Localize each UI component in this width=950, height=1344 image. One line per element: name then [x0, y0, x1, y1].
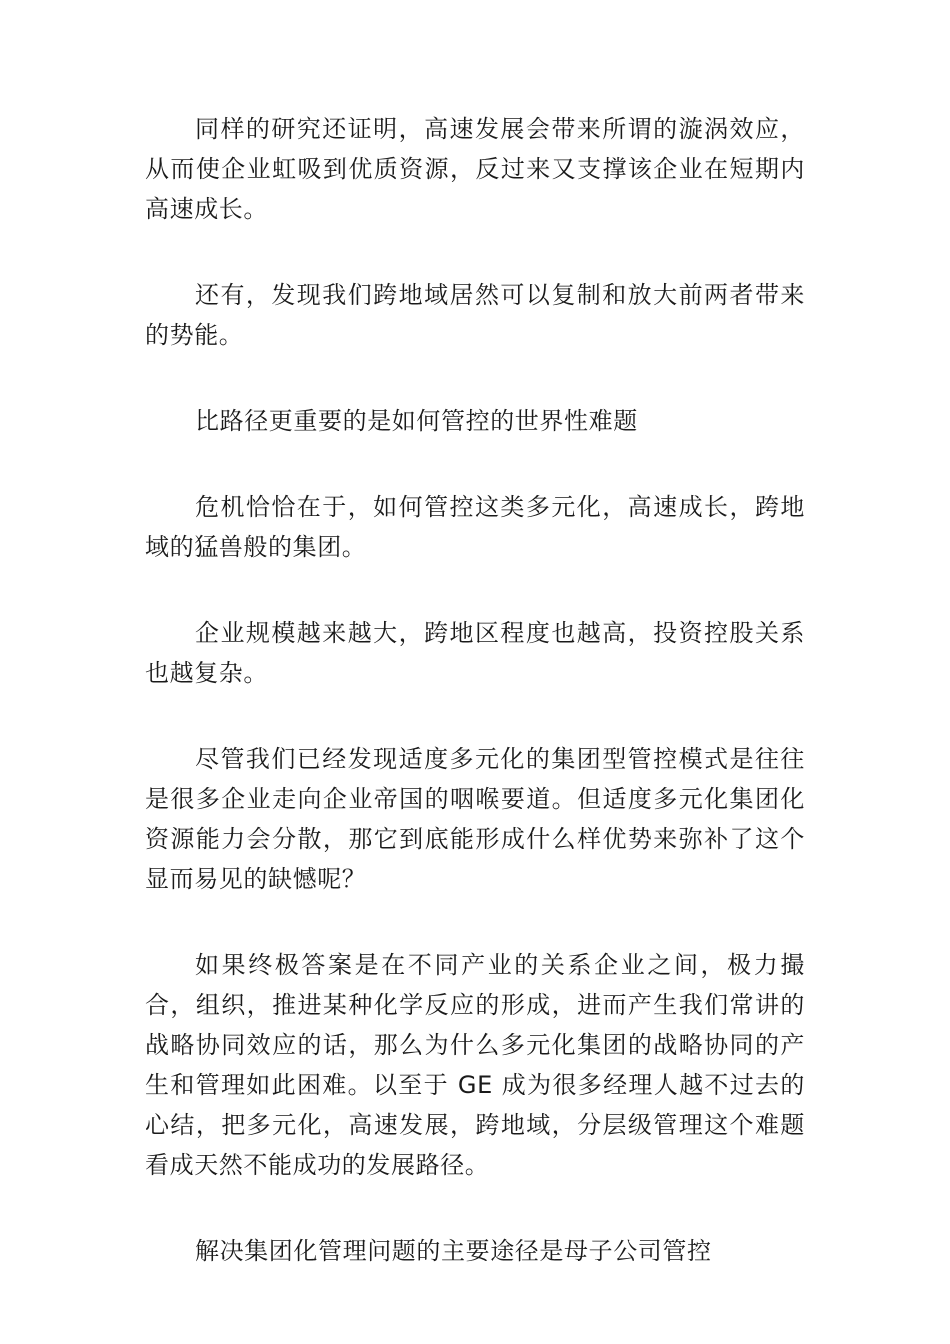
document-body: [145, 109, 805, 1317]
paragraph-crisis: 危机恰恰在于，如何管控这类多元化，高速成长，跨地域的猛兽般的集团。: [145, 493, 805, 561]
paragraph-parent-subsidiary: 解决集团化管理问题的主要途径是母子公司管控: [195, 1237, 712, 1265]
section-heading-control-problem: 比路径更重要的是如何管控的世界性难题: [195, 407, 638, 435]
paragraph-scale: 企业规模越来越大，跨地区程度也越高，投资控股关系也越复杂。: [145, 619, 805, 687]
paragraph-cross-region: 还有，发现我们跨地域居然可以复制和放大前两者带来的势能。: [145, 281, 805, 349]
paragraph-strategic-synergy: 如果终极答案是在不同产业的关系企业之间，极力撮合，组织，推进某种化学反应的形成，进而产生我们常讲的战略协同效应的话，那么为什么多元化集团的战略协同的产生和管理如此困难。以至于 GE 成为很多经理人越不过去的心结，把多元化，高速发展，跨地域，分层级管理这个难题看成天然不能成功的发展路径。: [145, 951, 805, 1179]
paragraph-diversification: 尽管我们已经发现适度多元化的集团型管控模式是往往是很多企业走向企业帝国的咽喉要道。但适度多元化集团化资源能力会分散，那它到底能形成什么样优势来弥补了这个显而易见的缺憾呢？: [145, 745, 805, 893]
paragraph-vortex-effect: 同样的研究还证明，高速发展会带来所谓的漩涡效应，从而使企业虹吸到优质资源，反过来又支撑该企业在短期内高速成长。: [145, 115, 805, 223]
